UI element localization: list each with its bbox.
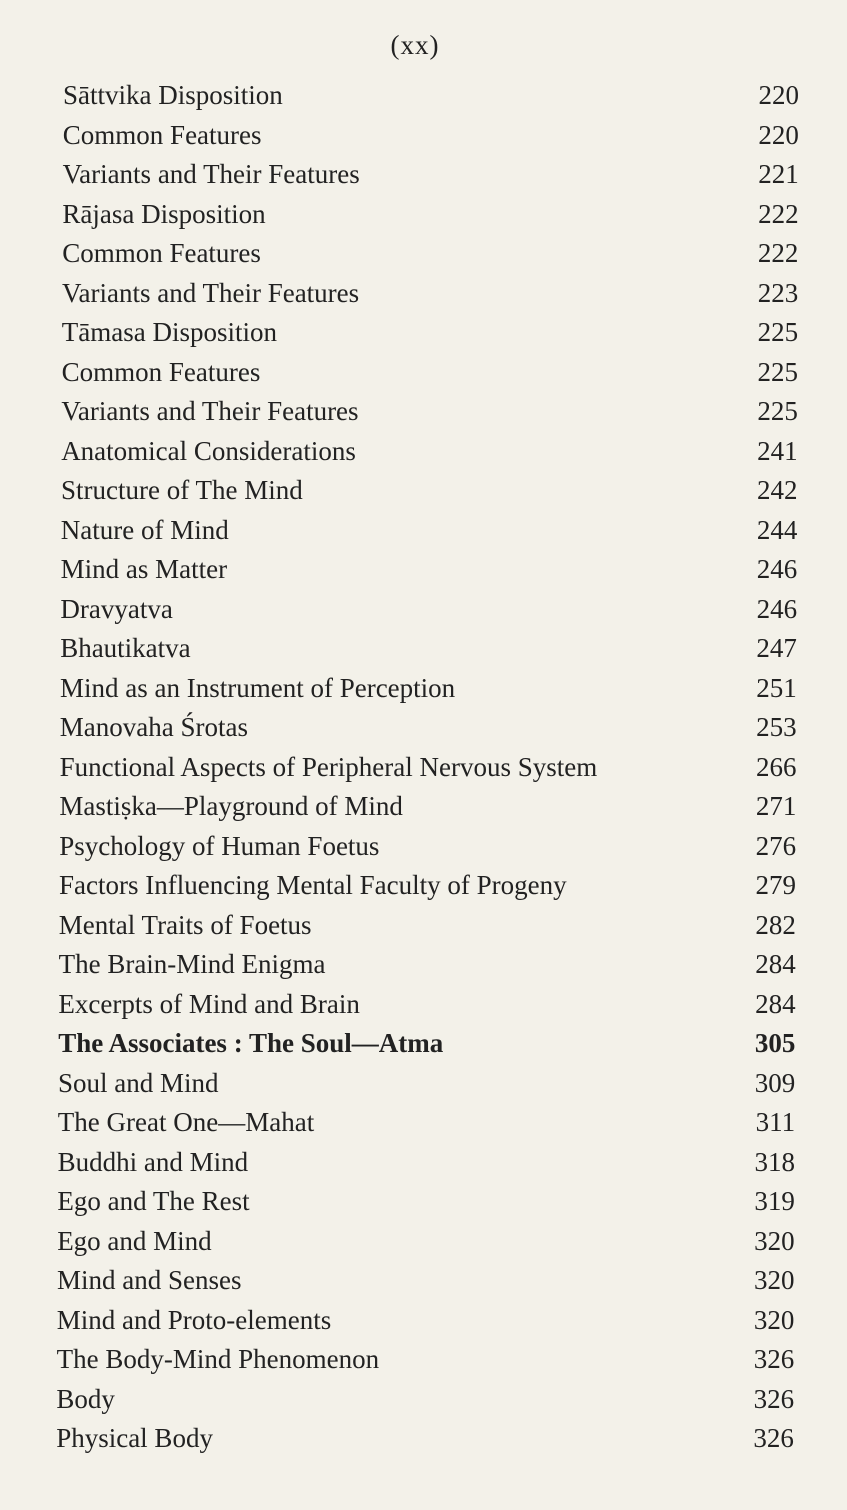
toc-entry-page: 266 bbox=[755, 751, 797, 782]
toc-entry bbox=[0, 432, 847, 472]
toc-entry-page: 319 bbox=[754, 1186, 795, 1216]
toc-entry bbox=[0, 471, 847, 511]
toc-entry-page: 309 bbox=[754, 1067, 796, 1098]
toc-entry bbox=[0, 1143, 847, 1183]
toc-entry bbox=[0, 195, 847, 235]
toc-entry bbox=[0, 787, 847, 827]
toc-entry bbox=[0, 1103, 847, 1143]
toc-entry-page: 220 bbox=[758, 119, 799, 150]
toc-entry-title: The Great One—Mahat bbox=[57, 1107, 315, 1137]
toc-entry-page: 326 bbox=[753, 1383, 795, 1414]
toc-entry bbox=[0, 1182, 847, 1222]
toc-entry bbox=[0, 550, 847, 590]
toc-entry-title: Physical Body bbox=[56, 1423, 213, 1453]
toc-entry bbox=[0, 866, 847, 906]
toc-entry bbox=[0, 274, 847, 314]
toc-entry-page: 246 bbox=[756, 593, 798, 624]
toc-entry-page: 326 bbox=[753, 1423, 794, 1453]
toc-entry-page: 222 bbox=[757, 238, 799, 268]
page-number: (xx) bbox=[390, 30, 440, 60]
toc-entry-title: Manovaha Śrotas bbox=[59, 712, 249, 742]
toc-entry-title: Mind and Proto-elements bbox=[56, 1304, 332, 1335]
toc-entry-title: Variants and Their Features bbox=[62, 277, 360, 308]
toc-entry bbox=[0, 708, 847, 748]
toc-entry-title: Excerpts of Mind and Brain bbox=[58, 988, 360, 1019]
toc-entry bbox=[0, 1024, 847, 1064]
toc-entry-page: 247 bbox=[756, 633, 797, 663]
toc-entry-page: 282 bbox=[755, 909, 796, 940]
toc-entry-title: The Body-Mind Phenomenon bbox=[56, 1344, 380, 1374]
toc-entry-title: Variants and Their Features bbox=[62, 159, 360, 189]
toc-entry-page: 284 bbox=[755, 988, 796, 1019]
toc-entry bbox=[0, 906, 847, 946]
toc-entry-title: Tāmasa Disposition bbox=[61, 317, 278, 347]
toc-entry-title: Mind as an Instrument of Perception bbox=[60, 672, 456, 703]
toc-entry bbox=[0, 313, 847, 353]
toc-entry bbox=[0, 590, 847, 630]
toc-entry-page: 305 bbox=[754, 1028, 796, 1058]
toc-entry bbox=[0, 392, 847, 432]
toc-entry-page: 271 bbox=[755, 791, 797, 821]
toc-entry-page: 246 bbox=[756, 554, 798, 584]
toc-entry bbox=[0, 234, 847, 274]
toc-entry bbox=[0, 985, 847, 1025]
toc-entry-page: 242 bbox=[757, 475, 798, 505]
toc-entry-page: 223 bbox=[757, 277, 799, 308]
toc-entry-page: 253 bbox=[756, 712, 797, 742]
toc-entry-title: Factors Influencing Mental Faculty of Progeny bbox=[59, 870, 567, 900]
toc-entry-page: 225 bbox=[757, 356, 798, 387]
toc-entry-title: Mental Traits of Foetus bbox=[58, 909, 312, 940]
toc-entry bbox=[0, 629, 847, 669]
toc-entry-title: Mind as Matter bbox=[60, 554, 228, 584]
toc-entry-title: Buddhi and Mind bbox=[57, 1146, 249, 1177]
toc-entry bbox=[0, 748, 847, 788]
toc-entry bbox=[0, 1380, 847, 1420]
toc-entry-page: 320 bbox=[754, 1225, 795, 1256]
toc-entry-page: 311 bbox=[755, 1107, 796, 1137]
toc-entry-page: 320 bbox=[753, 1304, 795, 1335]
toc-entry-title: Common Features bbox=[61, 356, 261, 387]
toc-entry-title: The Brain-Mind Enigma bbox=[58, 949, 326, 979]
toc-entry-title: Variants and Their Features bbox=[61, 396, 359, 426]
toc-entry-title: The Associates : The Soul—Atma bbox=[58, 1028, 444, 1058]
toc-entry bbox=[0, 353, 847, 393]
toc-entry-page: 221 bbox=[758, 159, 799, 189]
toc-entry-page: 320 bbox=[754, 1265, 795, 1295]
toc-entry-title: Bhautikatva bbox=[60, 633, 191, 663]
toc-entry-title: Sāttvika Disposition bbox=[63, 80, 283, 110]
toc-entry bbox=[0, 1419, 847, 1459]
toc-entry-title: Rājasa Disposition bbox=[62, 198, 266, 229]
toc-entry-page: 220 bbox=[758, 80, 799, 110]
toc-entry-title: Body bbox=[56, 1383, 115, 1414]
toc-entry-title: Common Features bbox=[62, 238, 261, 268]
toc-entry bbox=[0, 945, 847, 985]
toc-entry-page: 241 bbox=[757, 435, 798, 466]
toc-entry-title: Mastiṣka—Playground of Mind bbox=[59, 791, 403, 821]
toc-entry bbox=[0, 155, 847, 195]
toc-entry-title: Dravyatva bbox=[60, 593, 173, 624]
toc-entry-page: 222 bbox=[758, 198, 799, 229]
toc-entry-page: 326 bbox=[753, 1344, 795, 1374]
toc-entry-title: Nature of Mind bbox=[60, 514, 229, 545]
toc-entry-title: Mind and Senses bbox=[57, 1265, 242, 1295]
toc-entry bbox=[0, 669, 847, 709]
toc-entry-title: Structure of The Mind bbox=[61, 475, 303, 505]
table-of-contents bbox=[0, 76, 847, 1459]
toc-entry bbox=[0, 827, 847, 867]
toc-entry-page: 276 bbox=[755, 830, 797, 861]
toc-entry-title: Ego and Mind bbox=[57, 1225, 212, 1256]
toc-entry-title: Psychology of Human Foetus bbox=[59, 830, 380, 861]
toc-entry bbox=[0, 511, 847, 551]
toc-entry-title: Ego and The Rest bbox=[57, 1186, 250, 1216]
toc-entry-page: 279 bbox=[755, 870, 796, 900]
toc-entry bbox=[0, 1261, 847, 1301]
toc-entry bbox=[0, 116, 847, 156]
toc-entry-title: Common Features bbox=[62, 119, 262, 150]
toc-entry bbox=[0, 1064, 847, 1104]
toc-entry-page: 225 bbox=[757, 396, 798, 426]
toc-entry bbox=[0, 1340, 847, 1380]
toc-entry-page: 244 bbox=[756, 514, 798, 545]
toc-entry-page: 225 bbox=[757, 317, 799, 347]
toc-entry-title: Functional Aspects of Peripheral Nervous System bbox=[59, 751, 598, 782]
toc-entry bbox=[0, 76, 847, 116]
toc-entry-page: 318 bbox=[754, 1146, 795, 1177]
toc-entry-page: 251 bbox=[756, 672, 797, 703]
toc-entry-page: 284 bbox=[755, 949, 796, 979]
toc-entry-title: Soul and Mind bbox=[58, 1067, 219, 1098]
toc-entry bbox=[0, 1222, 847, 1262]
toc-entry bbox=[0, 1301, 847, 1341]
toc-entry-title: Anatomical Considerations bbox=[61, 435, 356, 466]
